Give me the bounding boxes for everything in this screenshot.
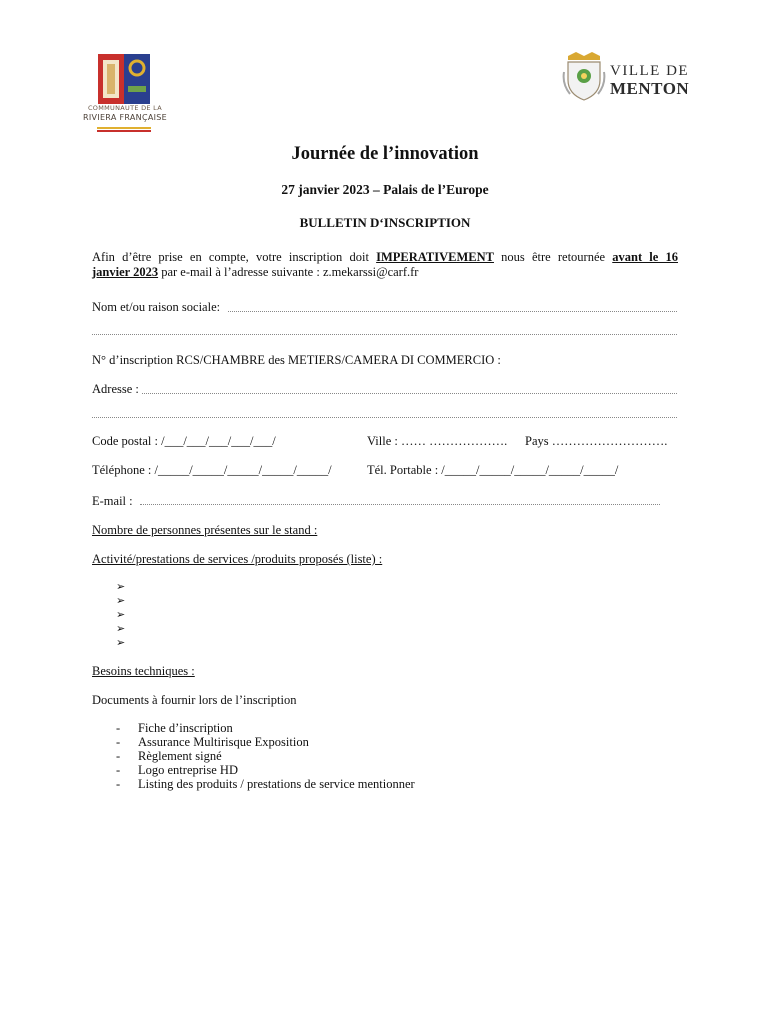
activity-bullet: ➢ — [116, 581, 126, 593]
riviera-underline — [97, 127, 151, 129]
intro-line2 — [92, 265, 418, 280]
list-item-dash: - — [116, 763, 121, 777]
menton-line1: VILLE DE — [610, 63, 690, 79]
list-item: Logo entreprise HD — [138, 763, 238, 777]
riviera-francaise-logo — [70, 50, 180, 140]
city-field[interactable]: Ville : …… ………………. — [367, 434, 508, 448]
email-label: E-mail : — [92, 494, 133, 508]
registration-label: N° d’inscription RCS/CHAMBRE des METIERS/CAMERA DI COMMERCIO : — [92, 353, 501, 367]
riviera-underline-2 — [97, 130, 151, 132]
activity-bullet: ➢ — [116, 595, 126, 607]
list-item-dash: - — [116, 777, 121, 791]
activity-bullet: ➢ — [116, 623, 126, 635]
name-label: Nom et/ou raison sociale: — [92, 300, 221, 314]
intro-text-3: par e-mail à l’adresse suivante : z.mekarssi@carf.fr — [158, 265, 419, 279]
name-field-line2[interactable] — [92, 334, 677, 335]
list-item: Listing des produits / prestations de service mentionner — [138, 777, 415, 791]
address-label: Adresse : — [92, 382, 139, 396]
documents-intro: Documents à fournir lors de l’inscription — [92, 693, 297, 707]
intro-deadline-b: janvier 2023 — [92, 265, 159, 279]
form-title: BULLETIN D‘INSCRIPTION — [299, 215, 471, 230]
list-item-dash: - — [116, 735, 121, 749]
list-item: Fiche d’inscription — [138, 721, 233, 735]
mobile-field[interactable]: Tél. Portable : /_____/_____/_____/_____/_____/ — [367, 463, 619, 477]
list-item-dash: - — [116, 721, 121, 735]
country-field[interactable]: Pays ………………………. — [525, 434, 668, 448]
technical-needs-label: Besoins techniques : — [92, 664, 195, 678]
list-item: Règlement signé — [138, 749, 222, 763]
intro-line1 — [92, 250, 678, 265]
activities-label: Activité/prestations de services /produits proposés (liste) : — [92, 552, 383, 566]
intro-text-1: Afin d’être prise en compte, votre inscription doit — [92, 250, 377, 264]
activity-bullet: ➢ — [116, 637, 126, 649]
phone-field[interactable]: Téléphone : /_____/_____/_____/_____/_____/ — [92, 463, 332, 477]
stand-people-label: Nombre de personnes présentes sur le stand : — [92, 523, 318, 537]
menton-line2: MENTON — [610, 79, 690, 98]
list-item: Assurance Multirisque Exposition — [138, 735, 309, 749]
list-item-dash: - — [116, 749, 121, 763]
intro-deadline-a: avant le 16 — [612, 250, 678, 264]
menton-crest-icon — [562, 52, 606, 102]
name-field[interactable] — [228, 311, 677, 312]
intro-text-2: nous être retournée — [493, 250, 613, 264]
email-field[interactable] — [140, 504, 660, 505]
postal-code-field[interactable]: Code postal : /___/___/___/___/___/ — [92, 434, 276, 448]
activity-bullet: ➢ — [116, 609, 126, 621]
address-field-line2[interactable] — [92, 417, 677, 418]
page-title: Journée de l’innovation — [291, 144, 479, 164]
address-field[interactable] — [142, 393, 677, 394]
riviera-line2: RIVIERA FRANÇAISE — [83, 113, 167, 122]
intro-emphasis: IMPERATIVEMENT — [376, 250, 494, 264]
riviera-line1: COMMUNAUTE DE LA — [87, 104, 163, 112]
event-subtitle: 27 janvier 2023 – Palais de l’Europe — [281, 182, 489, 197]
menton-logo — [562, 52, 712, 104]
